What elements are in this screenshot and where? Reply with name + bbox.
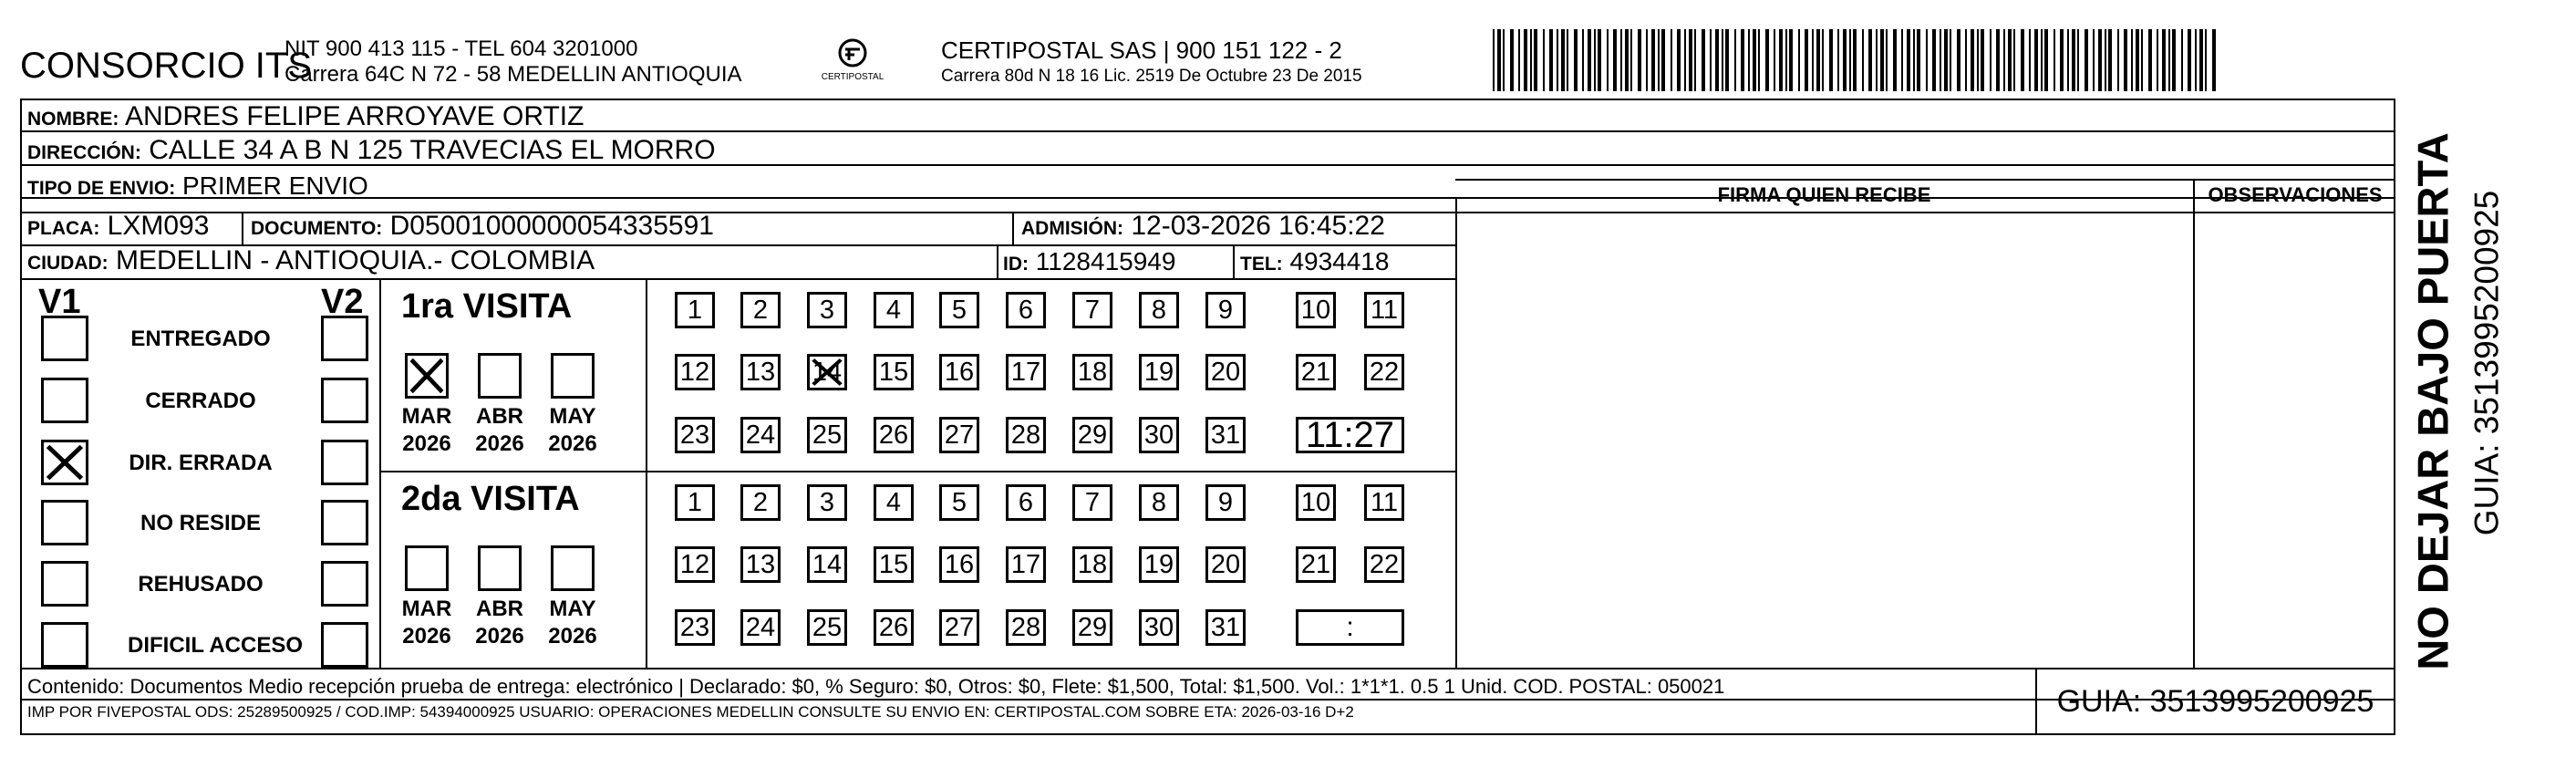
status-label: REHUSADO [138, 572, 264, 597]
status-label: ENTREGADO [130, 327, 271, 351]
v2-checkbox[interactable] [321, 500, 368, 545]
barcode-bar [1715, 29, 1719, 91]
visit-time[interactable]: : [1296, 609, 1404, 646]
barcode-bar [2181, 29, 2183, 91]
barcode-bar [1630, 29, 1632, 91]
day-cell[interactable]: 24 [740, 417, 781, 453]
barcode-bar [2029, 29, 2031, 91]
day-cell[interactable]: 17 [1006, 354, 1046, 390]
x-mark-icon [408, 356, 446, 396]
day-cell[interactable]: 10 [1296, 292, 1336, 328]
barcode-bar [1722, 29, 1723, 91]
barcode-bar [1829, 29, 1833, 91]
barcode-bar [1567, 29, 1568, 91]
day-cell[interactable]: 29 [1072, 609, 1112, 646]
id-label: ID: [1003, 254, 1029, 275]
barcode-bar [1677, 29, 1681, 91]
barcode-bar [1689, 29, 1692, 91]
v2-checkbox[interactable] [321, 316, 368, 361]
month-label: MAR [401, 404, 452, 429]
barcode-bar [2199, 29, 2203, 91]
documento-value: D05001000000054335591 [389, 211, 714, 241]
barcode-bar [1534, 29, 1537, 91]
barcode-bar [2085, 29, 2088, 91]
status-label: DIFICIL ACCESO [128, 633, 304, 658]
v1-checkbox[interactable] [41, 500, 88, 545]
tipo-row [27, 173, 368, 199]
barcode-bar [1917, 29, 1920, 91]
day-cell[interactable]: 18 [1072, 546, 1112, 583]
day-cell[interactable]: 8 [1139, 292, 1179, 328]
v1-label: V1 [38, 283, 81, 321]
barcode-bar [2188, 29, 2191, 91]
day-cell[interactable]: 23 [675, 609, 715, 646]
courier-name: CERTIPOSTAL SAS | 900 151 122 - 2 [941, 36, 1342, 64]
day-cell[interactable]: 1 [675, 292, 715, 328]
company-address: Carrera 64C N 72 - 58 MEDELLIN ANTIOQUIA [284, 62, 742, 87]
placa-value: LXM093 [107, 211, 210, 241]
barcode-bar [1940, 29, 1941, 91]
barcode-bar [1638, 29, 1641, 91]
barcode-bar [1901, 29, 1903, 91]
visit-title: 2da VISITA [401, 480, 580, 518]
nombre-value: ANDRES FELIPE ARROYAVE ORTIZ [125, 101, 585, 131]
courier-address: Carrera 80d N 18 16 Lic. 2519 De Octubre 23 De 2015 [941, 67, 1362, 86]
day-cell[interactable]: 22 [1364, 354, 1404, 390]
barcode-bar [1981, 29, 1984, 91]
visit-time[interactable]: 11:27 [1296, 417, 1404, 453]
barcode-bar [1671, 29, 1672, 91]
status-label: CERRADO [145, 389, 256, 413]
documento-label: DOCUMENTO: [251, 218, 383, 239]
barcode-bar [1862, 29, 1864, 91]
month-checkbox[interactable] [405, 545, 449, 591]
barcode-bar [1765, 29, 1769, 91]
barcode-bar [1876, 29, 1878, 91]
barcode-bar [2044, 29, 2048, 91]
logo-text: CERTIPOSTAL [821, 72, 885, 82]
barcode-bar [2098, 29, 2102, 91]
barcode-bar [1613, 29, 1617, 91]
barcode-bar [2093, 29, 2095, 91]
admision-label: ADMISIÓN: [1021, 218, 1123, 239]
day-cell[interactable]: 6 [1006, 484, 1046, 521]
barcode-bar [1971, 29, 1974, 91]
month-year: 2026 [475, 431, 524, 456]
day-cell[interactable]: 14 [807, 546, 847, 583]
month-checkbox[interactable] [478, 353, 522, 399]
barcode-bar [1651, 29, 1655, 91]
barcode-bar [1661, 29, 1665, 91]
barcode-bar [2105, 29, 2106, 91]
day-cell[interactable]: 4 [874, 484, 914, 521]
barcode-bar [1748, 29, 1750, 91]
barcode-bar [1702, 29, 1705, 91]
v1-checkbox[interactable] [41, 622, 88, 668]
month-label: ABR [476, 404, 523, 429]
footer-content: Contenido: Documentos Medio recepción prueba de entrega: electrónico | Declarado: $0, % Seguro: $0, Otros: $0, Flete: $1,500, Total: $1,500. Vol.: 1*1*1. 0.5 1 Unid. COD. POSTAL: 050021 [27, 675, 1725, 698]
visit-title: 1ra VISITA [401, 287, 573, 326]
barcode-bar [2054, 29, 2055, 91]
day-cell[interactable]: 30 [1139, 609, 1179, 646]
month-label: MAR [401, 597, 452, 621]
day-cell[interactable]: 26 [874, 417, 914, 453]
barcode-bar [2172, 29, 2176, 91]
barcode-bar [1753, 29, 1756, 91]
barcode-bar [1725, 29, 1729, 91]
day-cell[interactable]: 31 [1205, 609, 1246, 646]
barcode-bar [2013, 29, 2015, 91]
barcode-bar [1594, 29, 1596, 91]
barcode-bar [1822, 29, 1824, 91]
barcode-bar [1837, 29, 1839, 91]
barcode-bar [1932, 29, 1936, 91]
barcode-bar [1758, 29, 1760, 91]
barcode-bar [1886, 29, 1888, 91]
barcode-bar [1561, 29, 1565, 91]
day-cell[interactable]: 24 [740, 609, 781, 646]
barcode-bar [1957, 29, 1960, 91]
day-cell[interactable]: 29 [1072, 417, 1112, 453]
barcode-bar [1812, 29, 1814, 91]
placa-row [27, 213, 209, 240]
barcode-bar [2157, 29, 2158, 91]
barcode-bar [2148, 29, 2152, 91]
day-cell[interactable]: 19 [1139, 354, 1179, 390]
day-cell[interactable]: 28 [1006, 417, 1046, 453]
day-cell[interactable]: 13 [740, 546, 781, 583]
barcode-bar [2034, 29, 2038, 91]
barcode-bar [1497, 29, 1501, 91]
day-cell[interactable]: 25 [807, 417, 847, 453]
day-cell[interactable]: 3 [807, 484, 847, 521]
barcode-bar [1926, 29, 1928, 91]
direccion-label: DIRECCIÓN: [27, 142, 141, 163]
day-cell[interactable]: 4 [874, 292, 914, 328]
barcode [1493, 29, 2218, 91]
tipo-value: PRIMER ENVIO [181, 171, 368, 200]
day-cell[interactable]: 28 [1006, 609, 1046, 646]
day-cell[interactable]: 11 [1364, 484, 1404, 521]
month-year: 2026 [475, 624, 524, 649]
day-cell[interactable]: 21 [1296, 354, 1336, 390]
admision-value: 12-03-2026 16:45:22 [1131, 211, 1385, 241]
day-cell[interactable]: 15 [874, 546, 914, 583]
barcode-bar [1944, 29, 1948, 91]
direccion-value: CALLE 34 A B N 125 TRAVECIAS EL MORRO [149, 135, 716, 165]
day-cell[interactable]: 27 [939, 609, 979, 646]
v2-checkbox[interactable] [321, 378, 368, 423]
barcode-bar [1684, 29, 1686, 91]
barcode-bar [2077, 29, 2079, 91]
day-cell[interactable]: 22 [1364, 546, 1404, 583]
day-cell[interactable]: 5 [939, 484, 979, 521]
day-cell[interactable]: 9 [1205, 484, 1246, 521]
placa-label: PLACA: [27, 218, 100, 239]
barcode-bar [1996, 29, 2000, 91]
day-cell[interactable]: 17 [1006, 546, 1046, 583]
tel-row [1240, 249, 1389, 275]
barcode-bar [1913, 29, 1915, 91]
barcode-bar [2168, 29, 2170, 91]
v2-checkbox[interactable] [321, 440, 368, 485]
tel-value: 4934418 [1289, 247, 1390, 275]
barcode-bar [1557, 29, 1558, 91]
barcode-bar [1620, 29, 1622, 91]
v1-checkbox[interactable] [41, 316, 88, 361]
barcode-bar [1789, 29, 1793, 91]
company-name: CONSORCIO ITS [20, 46, 313, 86]
barcode-bar [1493, 29, 1495, 91]
day-cell[interactable]: 20 [1205, 354, 1246, 390]
month-year: 2026 [402, 431, 451, 456]
barcode-bar [2141, 29, 2143, 91]
day-cell[interactable]: 19 [1139, 546, 1179, 583]
nombre-row [27, 103, 584, 130]
v1-checkbox[interactable] [41, 378, 88, 423]
side-guia: GUIA: 3513995200925 [2467, 190, 2506, 536]
barcode-bar [1741, 29, 1744, 91]
barcode-bar [1646, 29, 1648, 91]
barcode-bar [1598, 29, 1601, 91]
day-cell[interactable]: 10 [1296, 484, 1336, 521]
barcode-bar [1607, 29, 1609, 91]
observaciones-label: OBSERVACIONES [2208, 183, 2383, 206]
firma-label: FIRMA QUIEN RECIBE [1717, 183, 1931, 206]
tipo-label: TIPO DE ENVIO: [27, 178, 176, 199]
barcode-bar [1965, 29, 1967, 91]
v1-checkbox[interactable] [41, 561, 88, 607]
day-cell[interactable]: 3 [807, 292, 847, 328]
v2-checkbox[interactable] [321, 622, 368, 668]
barcode-bar [1588, 29, 1591, 91]
day-cell[interactable]: 2 [740, 292, 781, 328]
barcode-bar [1503, 29, 1505, 91]
barcode-bar [1510, 29, 1514, 91]
day-cell[interactable]: 1 [675, 484, 715, 521]
barcode-bar [1734, 29, 1736, 91]
day-cell[interactable]: 23 [675, 417, 715, 453]
day-cell[interactable]: 14 [807, 354, 847, 390]
nombre-label: NOMBRE: [27, 109, 119, 130]
day-cell[interactable]: 2 [740, 484, 781, 521]
day-cell[interactable]: 27 [939, 417, 979, 453]
v2-checkbox[interactable] [321, 561, 368, 607]
day-cell[interactable]: 5 [939, 292, 979, 328]
barcode-bar [2195, 29, 2197, 91]
day-cell[interactable]: 12 [675, 354, 715, 390]
barcode-bar [2162, 29, 2166, 91]
barcode-bar [1518, 29, 1520, 91]
barcode-bar [2136, 29, 2139, 91]
documento-row [251, 213, 714, 240]
id-row [1003, 249, 1175, 275]
barcode-bar [2008, 29, 2012, 91]
barcode-bar [1549, 29, 1553, 91]
barcode-bar [1977, 29, 1979, 91]
barcode-bar [2060, 29, 2064, 91]
ciudad-label: CIUDAD: [27, 253, 109, 274]
barcode-bar [1785, 29, 1787, 91]
day-cell[interactable]: 7 [1072, 292, 1112, 328]
ciudad-value: MEDELLIN - ANTIOQUIA.- COLOMBIA [116, 245, 595, 275]
barcode-bar [1843, 29, 1847, 91]
barcode-bar [1816, 29, 1820, 91]
certipostal-logo [816, 35, 889, 89]
footer-guia: GUIA: 3513995200925 [2056, 684, 2374, 719]
day-cell[interactable]: 15 [874, 354, 914, 390]
barcode-bar [2131, 29, 2133, 91]
barcode-bar [1950, 29, 1951, 91]
month-year: 2026 [402, 624, 451, 649]
day-cell[interactable]: 25 [807, 609, 847, 646]
day-cell[interactable]: 20 [1205, 546, 1246, 583]
status-label: DIR. ERRADA [129, 451, 273, 475]
barcode-bar [1524, 29, 1527, 91]
tel-label: TEL: [1240, 254, 1283, 275]
month-checkbox[interactable] [405, 353, 449, 399]
barcode-bar [1853, 29, 1857, 91]
day-cell[interactable]: 30 [1139, 417, 1179, 453]
barcode-bar [1710, 29, 1712, 91]
day-cell[interactable]: 6 [1006, 292, 1046, 328]
day-cell[interactable]: 11 [1364, 292, 1404, 328]
day-cell[interactable]: 18 [1072, 354, 1112, 390]
month-year: 2026 [548, 624, 597, 649]
barcode-bar [2117, 29, 2119, 91]
admision-row [1021, 213, 1385, 240]
ciudad-row [27, 247, 595, 275]
barcode-bar [1868, 29, 1872, 91]
barcode-bar [2003, 29, 2005, 91]
barcode-bar [1774, 29, 1775, 91]
barcode-bar [1779, 29, 1783, 91]
barcode-bar [1658, 29, 1660, 91]
month-checkbox[interactable] [551, 353, 595, 399]
barcode-bar [2021, 29, 2024, 91]
barcode-bar [1880, 29, 1884, 91]
barcode-bar [1625, 29, 1629, 91]
id-value: 1128415949 [1035, 247, 1176, 275]
month-checkbox[interactable] [478, 545, 522, 591]
barcode-bar [2124, 29, 2127, 91]
day-cell[interactable]: 16 [939, 546, 979, 583]
barcode-bar [1530, 29, 1532, 91]
month-label: ABR [476, 597, 523, 621]
company-nit: NIT 900 413 115 - TEL 604 3201000 [284, 36, 638, 61]
footer-imp: IMP POR FIVEPOSTAL ODS: 25289500925 / COD.IMP: 54394000925 USUARIO: OPERACIONES MEDELLIN CONSULTE SU ENVIO EN: CERTIPOSTAL.COM SOBRE ETA: 2026-03-16 D+2 [27, 703, 1354, 721]
barcode-bar [2108, 29, 2112, 91]
day-cell[interactable]: 8 [1139, 484, 1179, 521]
barcode-bar [1990, 29, 1991, 91]
barcode-bar [2072, 29, 2075, 91]
day-cell[interactable]: 31 [1205, 417, 1246, 453]
barcode-bar [1574, 29, 1578, 91]
barcode-bar [1849, 29, 1851, 91]
x-mark-icon [44, 442, 86, 483]
status-label: NO RESIDE [140, 511, 262, 535]
barcode-bar [1805, 29, 1808, 91]
month-label: MAY [549, 404, 596, 429]
barcode-bar [2041, 29, 2043, 91]
barcode-bar [1907, 29, 1910, 91]
day-cell[interactable]: 7 [1072, 484, 1112, 521]
barcode-bar [1543, 29, 1545, 91]
barcode-bar [1582, 29, 1584, 91]
barcode-bar [2205, 29, 2207, 91]
direccion-row [27, 137, 716, 164]
month-label: MAY [549, 597, 596, 621]
barcode-bar [1893, 29, 1897, 91]
barcode-bar [2212, 29, 2216, 91]
day-cell[interactable]: 26 [874, 609, 914, 646]
day-cell[interactable]: 9 [1205, 292, 1246, 328]
v2-label: V2 [321, 283, 364, 321]
barcode-bar [1798, 29, 1800, 91]
barcode-bar [2067, 29, 2069, 91]
day-cell[interactable]: 21 [1296, 546, 1336, 583]
v1-checkbox[interactable] [41, 440, 88, 485]
day-cell[interactable]: 13 [740, 354, 781, 390]
day-cell[interactable]: 16 [939, 354, 979, 390]
month-checkbox[interactable] [551, 545, 595, 591]
barcode-bar [1694, 29, 1696, 91]
month-year: 2026 [548, 431, 597, 456]
x-mark-icon [810, 357, 844, 388]
day-cell[interactable]: 12 [675, 546, 715, 583]
no-dejar-bajo-puerta: NO DEJAR BAJO PUERTA [2408, 132, 2457, 670]
